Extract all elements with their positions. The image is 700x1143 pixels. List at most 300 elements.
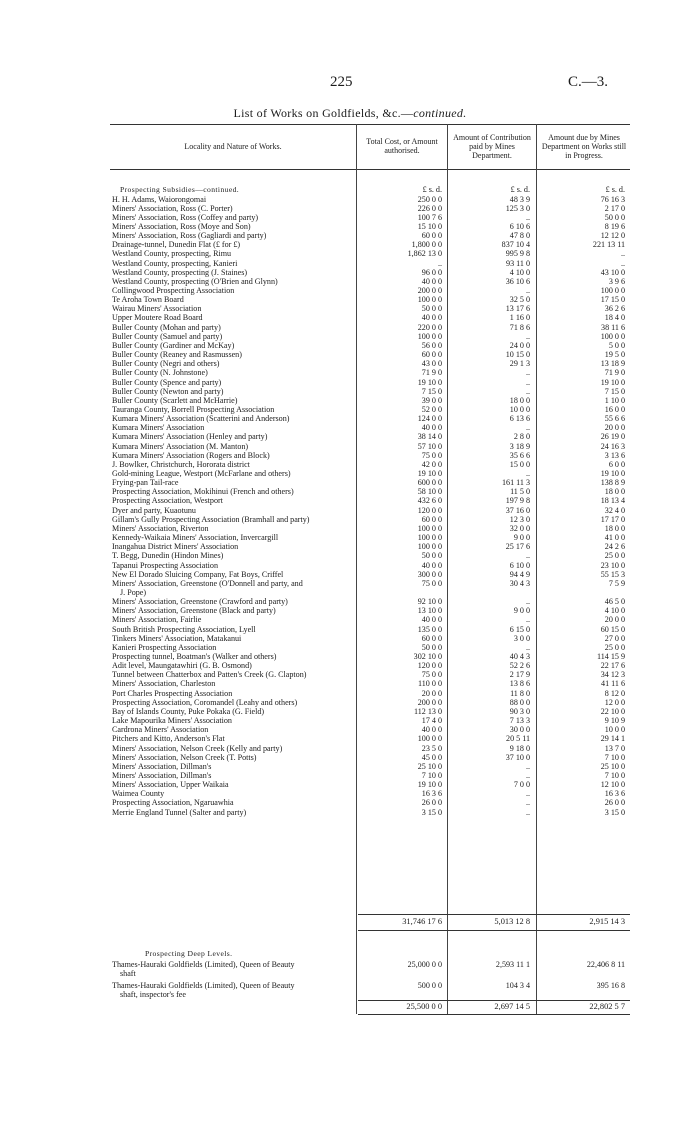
deep-row-1-line2: shaft [120, 969, 136, 978]
contribution-cell: 52 2 6 [509, 661, 530, 671]
table-row [0, 679, 700, 688]
locality-cell: Miners' Association, Ross (Gagliardi and party) [112, 231, 267, 241]
currency-row [0, 185, 700, 194]
table-row [0, 341, 700, 350]
locality-cell: Kumara Miners' Association (M. Manton) [112, 441, 249, 451]
table-row [0, 780, 700, 789]
table-row [0, 789, 700, 798]
due-cell: 3 15 0 [604, 807, 625, 817]
cost-cell: 40 0 0 [421, 313, 442, 323]
cost-cell: 3 15 0 [421, 807, 442, 817]
cost-cell: 50 0 0 [421, 551, 442, 561]
contribution-cell: .. [525, 597, 530, 607]
contribution-cell: .. [525, 286, 530, 295]
due-cell: 50 0 0 [604, 212, 625, 222]
contribution-cell: .. [525, 551, 530, 561]
currency-c1: £ s. d. [422, 185, 442, 194]
cost-cell: 135 0 0 [417, 624, 442, 634]
locality-cell: Upper Moutere Road Board [112, 313, 203, 323]
table-row [0, 451, 700, 460]
locality-cell: H. H. Adams, Waiorongomai [112, 194, 207, 204]
title-italic: continued. [413, 106, 467, 120]
locality-cell: Tunnel between Chatterbox and Patten's Creek (G. Clapton) [112, 670, 307, 680]
row-continuation: J. Pope) [120, 587, 147, 597]
due-cell: 13 7 0 [604, 743, 625, 753]
locality-cell: Buller County (Scarlett and McHarrie) [112, 395, 238, 405]
locality-cell: Te Aroha Town Board [112, 295, 184, 305]
table-row [0, 707, 700, 716]
due-cell: 26 19 0 [600, 432, 625, 442]
due-cell: 25 0 0 [604, 642, 625, 652]
deep-total-rule-bottom [358, 1014, 630, 1015]
contribution-cell: 18 0 0 [509, 395, 530, 405]
table-row [0, 240, 700, 249]
contribution-cell: .. [525, 642, 530, 652]
cost-cell: 302 10 0 [413, 652, 442, 661]
locality-cell: Miners' Association, Fairlie [112, 615, 202, 625]
contribution-cell: 20 5 11 [506, 734, 530, 744]
deep-row-2-c2: 104 3 4 [505, 981, 530, 990]
locality-cell: Westland County, prospecting (O'Brien and Glynn) [112, 276, 278, 286]
table-row [0, 368, 700, 377]
locality-cell: New El Dorado Sluicing Company, Fat Boys, Criffel [112, 569, 284, 579]
contribution-cell: 161 11 3 [501, 478, 530, 488]
due-cell: 46 5 0 [604, 597, 625, 607]
cost-cell: 17 4 0 [421, 716, 442, 726]
due-cell: 34 12 3 [600, 670, 625, 680]
cost-cell: 19 10 0 [417, 780, 442, 790]
due-cell: 18 4 0 [604, 313, 625, 323]
subtotal-rule-bottom [358, 930, 630, 931]
table-row [0, 442, 700, 451]
cost-cell: 100 0 0 [417, 295, 442, 305]
cost-cell: 60 0 0 [421, 231, 442, 241]
due-cell: 13 18 9 [600, 359, 625, 369]
contribution-cell: 30 0 0 [509, 725, 530, 735]
contribution-cell: 90 3 0 [509, 706, 530, 716]
due-cell: 29 14 1 [600, 734, 625, 744]
due-cell: 25 0 0 [604, 551, 625, 561]
due-cell: 16 3 6 [604, 789, 625, 799]
deep-row-2-c1: 500 0 0 [417, 981, 442, 990]
locality-cell: South British Prospecting Association, Lyell [112, 624, 256, 634]
locality-cell: Kennedy-Waikaia Miners' Association, Invercargill [112, 533, 279, 543]
due-cell: 16 0 0 [604, 404, 625, 414]
cost-cell: 100 0 0 [417, 542, 442, 552]
table-row [0, 579, 700, 588]
total-c2: 5,013 12 8 [494, 917, 530, 926]
cost-cell: 25 10 0 [417, 761, 442, 771]
locality-cell: Westland County, prospecting (J. Staines) [112, 267, 248, 277]
contribution-cell: 13 8 6 [509, 679, 530, 689]
cost-cell: 1,862 13 0 [407, 249, 442, 259]
deep-row-1-line1: Thames-Hauraki Goldfields (Limited), Queen of Beauty [112, 960, 295, 969]
deep-row-2-c3: 395 16 8 [596, 981, 625, 990]
contribution-cell: 15 0 0 [509, 459, 530, 469]
table-row [0, 378, 700, 387]
deep-row-1-c1: 25,000 0 0 [407, 960, 442, 969]
header-amount-due: Amount due by Mines Department on Works still in Progress. [541, 132, 627, 160]
locality-cell: Wairau Miners' Association [112, 304, 202, 314]
cost-cell: 15 10 0 [417, 221, 442, 231]
locality-cell: Miners' Association, Charleston [112, 679, 216, 689]
due-cell: 3 13 6 [604, 450, 625, 460]
table-row [0, 762, 700, 771]
due-cell: 25 10 0 [600, 761, 625, 771]
table-row [0, 469, 700, 478]
due-cell: 8 19 6 [604, 221, 625, 231]
table-row [0, 643, 700, 652]
table-row [0, 249, 700, 258]
due-cell: 41 11 6 [601, 679, 625, 689]
locality-cell: Tauranga County, Borrell Prospecting Association [112, 404, 275, 414]
table-row [0, 323, 700, 332]
contribution-cell: .. [525, 770, 530, 780]
table-row [0, 259, 700, 268]
due-cell: 20 0 0 [604, 615, 625, 625]
cost-cell: 250 0 0 [417, 194, 442, 204]
table-row [0, 387, 700, 396]
due-cell: 20 0 0 [604, 423, 625, 433]
cost-cell: 40 0 0 [421, 423, 442, 433]
locality-cell: Dyer and party, Kuaotunu [112, 505, 196, 515]
contribution-cell: 6 10 6 [509, 221, 530, 231]
cost-cell: 57 10 0 [417, 441, 442, 451]
page-number: 225 [330, 74, 353, 90]
cost-cell: 75 0 0 [421, 450, 442, 460]
locality-cell: Miners' Association, Nelson Creek (Kelly and party) [112, 743, 283, 753]
cost-cell: 110 0 0 [418, 679, 442, 689]
due-cell: 24 16 3 [600, 441, 625, 451]
table-row [0, 195, 700, 204]
due-cell: 55 15 3 [600, 569, 625, 579]
cost-cell: 40 0 0 [421, 276, 442, 286]
contribution-cell: 197 9 8 [505, 496, 530, 506]
section-heading-deep-levels: Prospecting Deep Levels. [145, 949, 233, 958]
locality-cell: Pitchers and Kitto, Anderson's Flat [112, 734, 225, 744]
contribution-cell: 10 15 0 [505, 350, 530, 360]
cost-cell: 75 0 0 [421, 670, 442, 680]
contribution-cell: .. [525, 368, 530, 378]
locality-cell: Gillam's Gully Prospecting Association (Bramhall and party) [112, 514, 310, 524]
due-cell: 114 15 9 [596, 652, 625, 661]
locality-cell: Kumara Miners' Association (Henley and party) [112, 432, 268, 442]
due-cell: 7 15 0 [604, 386, 625, 396]
locality-cell: Miners' Association, Ross (Coffey and party) [112, 212, 259, 222]
subtotal-rule-top [358, 914, 630, 915]
locality-cell: Kanieri Prospecting Association [112, 642, 217, 652]
cost-cell: 52 0 0 [421, 404, 442, 414]
table-row [0, 606, 700, 615]
table-row [0, 350, 700, 359]
cost-cell: 13 10 0 [417, 606, 442, 616]
contribution-cell: .. [525, 377, 530, 387]
contribution-cell: 11 8 0 [510, 688, 530, 698]
table-row [0, 725, 700, 734]
cost-cell: 226 0 0 [417, 203, 442, 213]
due-cell: 138 8 9 [600, 478, 625, 488]
table-row [0, 698, 700, 707]
table-row [0, 313, 700, 322]
currency-c2: £ s. d. [510, 185, 530, 194]
cost-cell: 100 0 0 [417, 331, 442, 341]
table-row [0, 506, 700, 515]
locality-cell: Miners' Association, Nelson Creek (T. Potts) [112, 752, 257, 762]
due-cell: 19 10 0 [600, 377, 625, 387]
contribution-cell: 25 17 6 [505, 542, 530, 552]
locality-cell: Tinkers Miners' Association, Matakanui [112, 633, 242, 643]
table-row [0, 304, 700, 313]
table-row [0, 771, 700, 780]
contribution-cell: 30 4 3 [509, 578, 530, 588]
cost-cell: 40 0 0 [421, 725, 442, 735]
contribution-cell: 1 16 0 [509, 313, 530, 323]
header-locality: Locality and Nature of Works. [184, 141, 282, 151]
table-title [0, 106, 700, 121]
cost-cell: 220 0 0 [417, 322, 442, 332]
contribution-cell: 71 8 6 [509, 322, 530, 332]
locality-cell: Kumara Miners' Association (Scatterini and Anderson) [112, 414, 290, 424]
deep-row-2-line2: shaft, inspector's fee [120, 990, 186, 999]
locality-cell: Buller County (Samuel and party) [112, 331, 223, 341]
total-c3: 2,915 14 3 [589, 917, 625, 926]
table-row [0, 615, 700, 624]
locality-cell: Miners' Association, Greenstone (Black and party) [112, 606, 276, 616]
due-cell: 7 10 0 [604, 770, 625, 780]
locality-cell: J. Bowlker, Christchurch, Hororata district [112, 459, 250, 469]
contribution-cell: .. [525, 789, 530, 799]
contribution-cell: .. [525, 212, 530, 222]
currency-c3: £ s. d. [605, 185, 625, 194]
table-row [0, 716, 700, 725]
cost-cell: 300 0 0 [417, 569, 442, 579]
contribution-cell: 10 0 0 [509, 404, 530, 414]
locality-cell: Drainage-tunnel, Dunedin Flat (£ for £) [112, 240, 241, 250]
due-cell: 6 0 0 [608, 459, 625, 469]
table-row [0, 561, 700, 570]
due-cell: 43 10 0 [600, 267, 625, 277]
deep-total-c2: 2,697 14 5 [494, 1002, 530, 1011]
due-cell: 7 5 9 [608, 578, 625, 588]
table-row [0, 551, 700, 560]
due-cell: 23 10 0 [600, 560, 625, 570]
cost-cell: 96 0 0 [421, 267, 442, 277]
contribution-cell: 837 10 4 [501, 240, 530, 250]
table-row [0, 542, 700, 551]
table-row [0, 524, 700, 533]
cost-cell: 432 6 0 [417, 496, 442, 506]
table-row [0, 396, 700, 405]
due-cell: 221 13 11 [592, 240, 625, 250]
locality-cell: Adit level, Maungatawhiri (G. B. Osmond) [112, 661, 252, 671]
contribution-cell: 9 0 0 [513, 606, 530, 616]
due-cell: 18 0 0 [604, 487, 625, 497]
locality-cell: Miners' Association, Ross (Moye and Son) [112, 221, 251, 231]
locality-cell: Prospecting tunnel, Boatman's (Walker and others) [112, 652, 277, 661]
cost-cell: 92 10 0 [417, 597, 442, 607]
contribution-cell: 93 11 0 [506, 258, 530, 268]
table-row [0, 744, 700, 753]
due-cell: 41 0 0 [604, 533, 625, 543]
locality-cell: Miners' Association, Dillman's [112, 770, 212, 780]
cost-cell: 40 0 0 [421, 560, 442, 570]
deep-total-rule-top [358, 1000, 630, 1001]
contribution-cell: 6 13 6 [509, 414, 530, 424]
contribution-cell: 9 0 0 [513, 533, 530, 543]
cost-cell: 20 0 0 [421, 688, 442, 698]
table-row [0, 515, 700, 524]
cost-cell: 58 10 0 [417, 487, 442, 497]
due-cell: 18 13 4 [600, 496, 625, 506]
table-row [0, 414, 700, 423]
due-cell: 17 15 0 [600, 295, 625, 305]
locality-cell: Buller County (Reaney and Rasmussen) [112, 350, 242, 360]
cost-cell: 600 0 0 [417, 478, 442, 488]
cost-cell: 200 0 0 [417, 286, 442, 295]
due-cell: 9 10 9 [604, 716, 625, 726]
table-row [0, 634, 700, 643]
table-row [0, 432, 700, 441]
due-cell: 4 10 0 [604, 606, 625, 616]
due-cell: 8 12 0 [604, 688, 625, 698]
locality-cell: Buller County (Gardiner and McKay) [112, 340, 235, 350]
table-row [0, 268, 700, 277]
locality-cell: Bay of Islands County, Puke Pokaka (G. Field) [112, 706, 265, 716]
cost-cell: 1,800 0 0 [411, 240, 442, 250]
cost-cell: 19 10 0 [417, 469, 442, 478]
contribution-cell: 24 0 0 [509, 340, 530, 350]
contribution-cell: 6 10 0 [509, 560, 530, 570]
due-cell: 12 10 0 [600, 780, 625, 790]
table-row [0, 231, 700, 240]
table-row [0, 405, 700, 414]
deep-row-1-c3: 22,406 8 11 [586, 960, 625, 969]
due-cell: 7 10 0 [604, 752, 625, 762]
locality-cell: Buller County (Mohan and party) [112, 322, 221, 332]
table-row [0, 670, 700, 679]
due-cell: 100 0 0 [600, 331, 625, 341]
due-cell: 24 2 6 [604, 542, 625, 552]
cost-cell: 112 13 0 [413, 706, 442, 716]
locality-cell: Miners' Association, Ross (C. Porter) [112, 203, 233, 213]
contribution-cell: 94 4 9 [509, 569, 530, 579]
contribution-cell: 3 18 9 [509, 441, 530, 451]
cost-cell: 7 15 0 [421, 386, 442, 396]
cost-cell: 100 0 0 [417, 523, 442, 533]
contribution-cell: .. [525, 798, 530, 808]
deep-total-c1: 25,500 0 0 [406, 1002, 442, 1011]
series-code: C.—3. [568, 74, 609, 90]
locality-cell: Merrie England Tunnel (Salter and party) [112, 807, 247, 817]
table-row [0, 496, 700, 505]
due-cell: 10 0 0 [604, 725, 625, 735]
due-cell: 17 17 0 [600, 514, 625, 524]
deep-row-2 [0, 981, 700, 990]
cost-cell: 19 10 0 [417, 377, 442, 387]
contribution-cell: 11 5 0 [510, 487, 530, 497]
locality-cell: Miners' Association, Dillman's [112, 761, 212, 771]
locality-cell: Collingwood Prospecting Association [112, 286, 235, 295]
due-cell: 100 0 0 [600, 286, 625, 295]
contribution-cell: 88 0 0 [509, 697, 530, 707]
table-row [0, 808, 700, 817]
table-row [0, 295, 700, 304]
deep-total-c3: 22,802 5 7 [589, 1002, 625, 1011]
table-row [0, 222, 700, 231]
contribution-cell: 12 3 0 [509, 514, 530, 524]
cost-cell: 45 0 0 [421, 752, 442, 762]
contribution-cell: 29 1 3 [509, 359, 530, 369]
table-row [0, 359, 700, 368]
contribution-cell: .. [525, 761, 530, 771]
cost-cell: 39 0 0 [421, 395, 442, 405]
locality-cell: T. Begg, Dunedin (Hindon Mines) [112, 551, 224, 561]
contribution-cell: .. [525, 423, 530, 433]
cost-cell: 50 0 0 [421, 642, 442, 652]
cost-cell: 100 7 6 [417, 212, 442, 222]
contribution-cell: 4 10 0 [509, 267, 530, 277]
deep-row-1 [0, 960, 700, 969]
deep-row-1-c2: 2,593 11 1 [495, 960, 530, 969]
due-cell: 1 10 0 [604, 395, 625, 405]
contribution-cell: 7 0 0 [513, 780, 530, 790]
locality-cell: Prospecting Association, Westport [112, 496, 223, 506]
contribution-cell: .. [525, 807, 530, 817]
table-row [0, 661, 700, 670]
cost-cell: 120 0 0 [417, 661, 442, 671]
locality-cell: Kumara Miners' Association [112, 423, 205, 433]
table-row [0, 277, 700, 286]
contribution-cell: 36 10 6 [505, 276, 530, 286]
cost-cell: 50 0 0 [421, 304, 442, 314]
locality-cell: Inangahua District Miners' Association [112, 542, 239, 552]
locality-cell: Buller County (Newton and party) [112, 386, 224, 396]
table-row [0, 423, 700, 432]
due-cell: 27 0 0 [604, 633, 625, 643]
due-cell: 38 11 6 [601, 322, 625, 332]
due-cell: .. [620, 258, 625, 268]
due-cell: 2 17 0 [604, 203, 625, 213]
contribution-cell: 37 16 0 [505, 505, 530, 515]
due-cell: 71 9 0 [604, 368, 625, 378]
contribution-cell: 2 8 0 [513, 432, 530, 442]
locality-cell: Buller County (N. Johnstone) [112, 368, 208, 378]
table-row [0, 570, 700, 579]
table-row [0, 487, 700, 496]
header-total-cost: Total Cost, or Amount authorised. [366, 137, 438, 155]
header-bottom-rule [110, 169, 630, 170]
table-row [0, 689, 700, 698]
locality-cell: Miners' Association, Greenstone (Crawford and party) [112, 597, 288, 607]
locality-cell: Miners' Association, Greenstone (O'Donnell and party, and [112, 578, 303, 588]
cost-cell: 40 0 0 [421, 615, 442, 625]
contribution-cell: 125 3 0 [505, 203, 530, 213]
due-cell: 36 2 6 [604, 304, 625, 314]
due-cell: 22 10 0 [600, 706, 625, 716]
due-cell: 19 5 0 [604, 350, 625, 360]
contribution-cell: 6 15 0 [509, 624, 530, 634]
table-row [0, 204, 700, 213]
locality-cell: Cardrona Miners' Association [112, 725, 209, 735]
contribution-cell: 995 9 8 [505, 249, 530, 259]
table-row [0, 213, 700, 222]
cost-cell: 60 0 0 [421, 633, 442, 643]
table-row [0, 753, 700, 762]
cost-cell: 60 0 0 [421, 350, 442, 360]
cost-cell: 56 0 0 [421, 340, 442, 350]
due-cell: 19 10 0 [600, 469, 625, 478]
header-contribution: Amount of Contribution paid by Mines Department. [453, 132, 531, 160]
